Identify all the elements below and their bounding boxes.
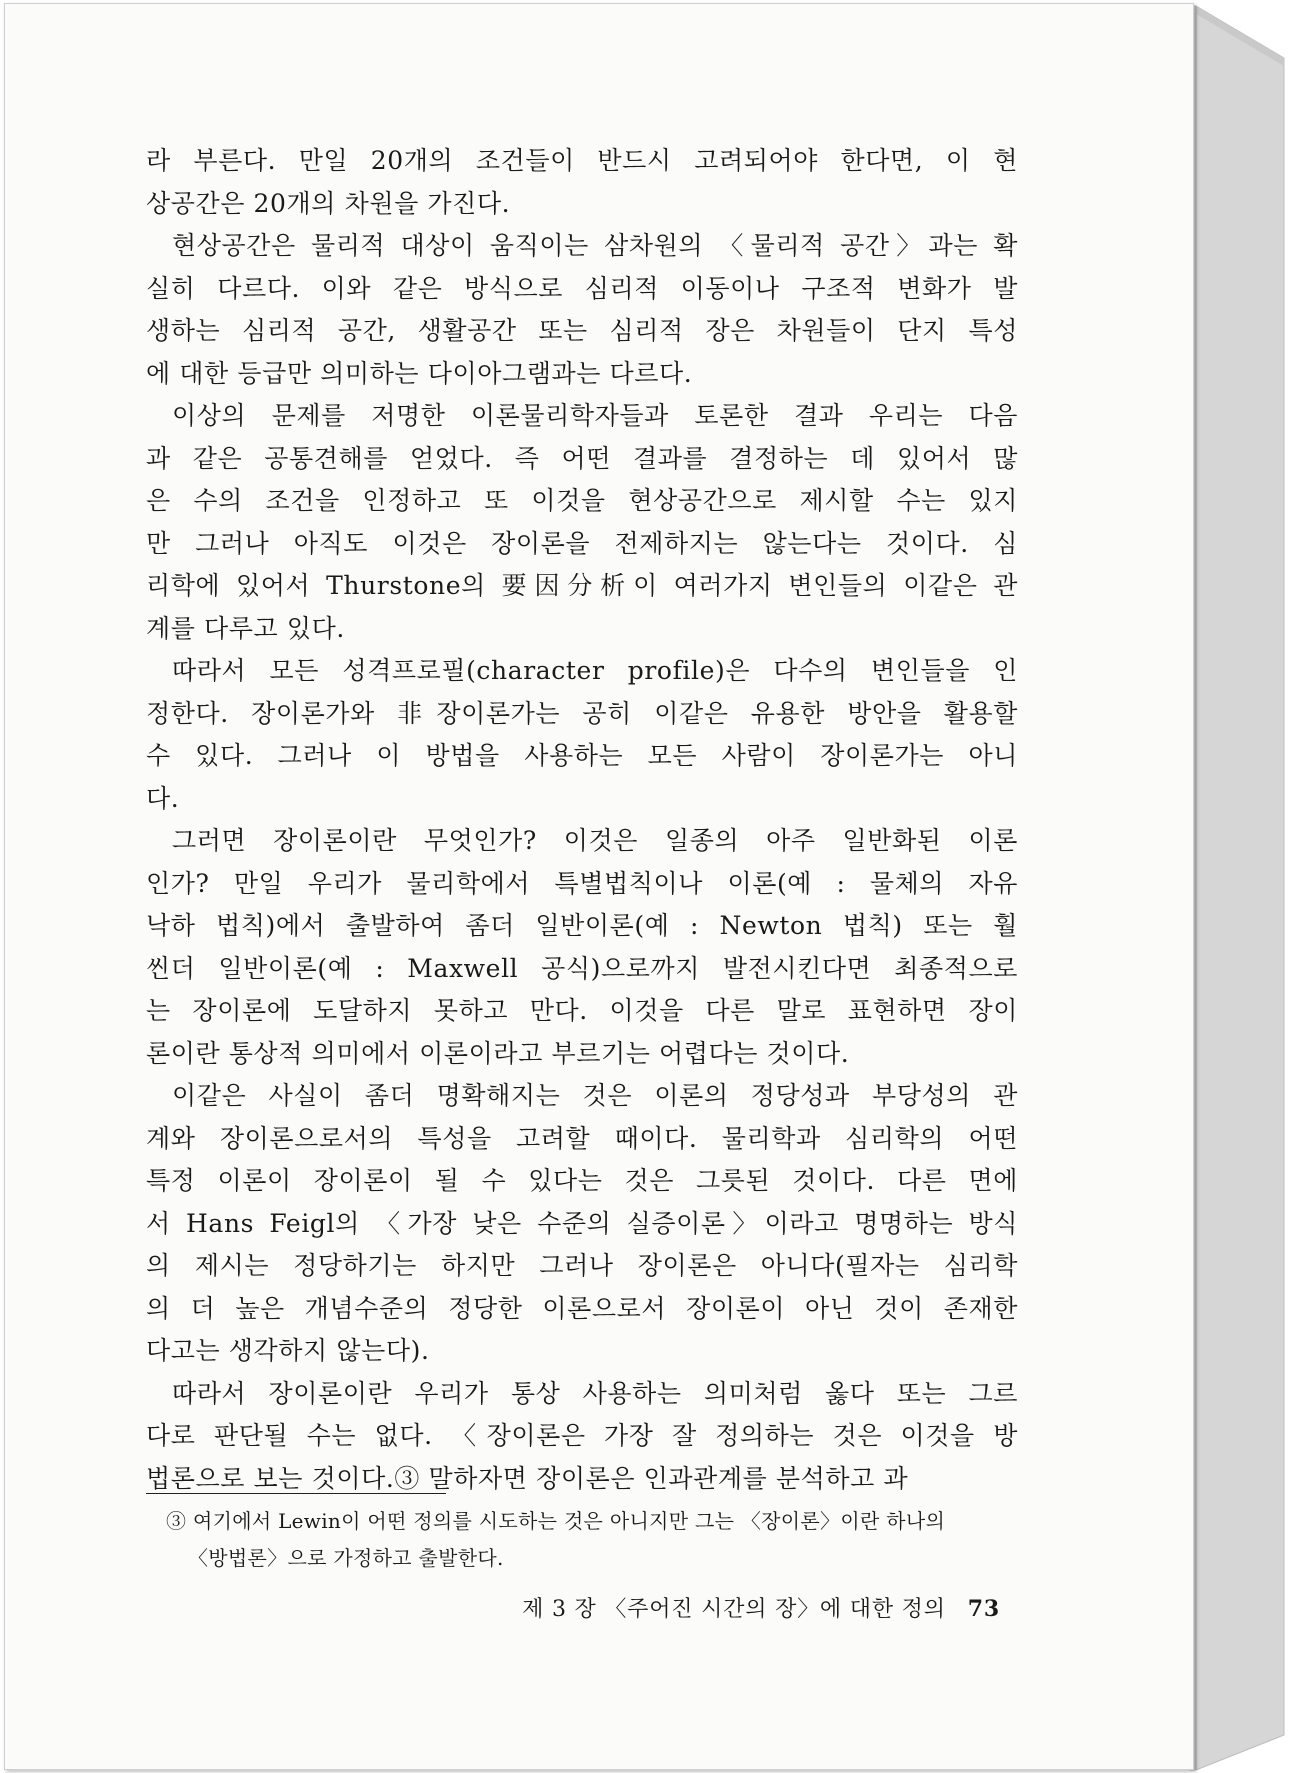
page-number: 73 bbox=[967, 1596, 1000, 1622]
text-line: 라 부른다. 만일 20개의 조건들이 반드시 고려되어야 한다면, 이 현 bbox=[146, 146, 1018, 175]
text-line: 실히 다르다. 이와 같은 방식으로 심리적 이동이나 구조적 변화가 발 bbox=[146, 273, 1018, 303]
text-line: 씬더 일반이론(예 : Maxwell 공식)으로까지 발전시킨다면 최종적으로 bbox=[146, 953, 1018, 983]
text-line: 리학에 있어서 Thurstone의 要因分析이 여러가지 변인들의 이같은 관 bbox=[146, 571, 1018, 600]
text-line: 현상공간은 물리적 대상이 움직이는 삼차원의 〈물리적 공간〉과는 확 bbox=[172, 231, 1018, 260]
text-line: 론이란 통상적 의미에서 이론이라고 부르기는 어렵다는 것이다. bbox=[146, 1038, 850, 1068]
text-line: 상공간은 20개의 차원을 가진다. bbox=[146, 188, 511, 218]
text-line: 정한다. 장이론가와 非장이론가는 공히 이같은 유용한 방안을 활용할 bbox=[146, 698, 1018, 728]
text-line: 의 더 높은 개념수준의 정당한 이론으로서 장이론이 아닌 것이 존재한 bbox=[146, 1293, 1018, 1323]
text-line: 과 같은 공통견해를 얻었다. 즉 어떤 결과를 결정하는 데 있어서 많 bbox=[146, 443, 1018, 473]
paragraph bbox=[146, 1075, 1018, 1373]
text-line: 법론으로 보는 것이다.③ 말하자면 장이론은 인과관계를 분석하고 과 bbox=[146, 1463, 909, 1493]
text-line: 은 수의 조건을 인정하고 또 이것을 현상공간으로 제시할 수는 있지 bbox=[146, 486, 1018, 515]
text-line: 이같은 사실이 좀더 명확해지는 것은 이론의 정당성과 부당성의 관 bbox=[172, 1081, 1018, 1110]
text-line: 의 제시는 정당하기는 하지만 그러나 장이론은 아니다(필자는 심리학 bbox=[146, 1251, 1018, 1280]
chapter-title: 제 3 장 〈주어진 시간의 장〉에 대한 정의 bbox=[522, 1597, 946, 1622]
paragraph bbox=[146, 140, 1018, 225]
text-line: 따라서 장이론이란 우리가 통상 사용하는 의미처럼 옳다 또는 그르 bbox=[172, 1378, 1018, 1408]
footnote-divider bbox=[146, 1493, 446, 1494]
text-line: 이상의 문제를 저명한 이론물리학자들과 토론한 결과 우리는 다음 bbox=[172, 401, 1018, 430]
paragraph bbox=[146, 225, 1018, 395]
text-line: 에 대한 등급만 의미하는 다이아그램과는 다르다. bbox=[146, 358, 693, 388]
text-line: 인가? 만일 우리가 물리학에서 특별법칙이나 이론(예 : 물체의 자유 bbox=[146, 868, 1018, 898]
text-line: 다로 판단될 수는 없다. 〈장이론은 가장 잘 정의하는 것은 이것을 방 bbox=[146, 1421, 1018, 1450]
paragraph bbox=[146, 395, 1018, 650]
text-line: 수 있다. 그러나 이 방법을 사용하는 모든 사람이 장이론가는 아니 bbox=[146, 741, 1018, 770]
paragraph bbox=[146, 650, 1018, 820]
text-line: 따라서 모든 성격프로필(character profile)은 다수의 변인들을 인 bbox=[172, 656, 1018, 685]
page-body-text bbox=[146, 140, 1018, 1500]
text-line: 서 Hans Feigl의 〈가장 낮은 수준의 실증이론〉이라고 명명하는 방식 bbox=[146, 1208, 1018, 1238]
text-line: 생하는 심리적 공간, 생활공간 또는 심리적 장은 차원들이 단지 특성 bbox=[146, 316, 1018, 345]
running-footer bbox=[470, 1592, 1000, 1623]
text-line: 그러면 장이론이란 무엇인가? 이것은 일종의 아주 일반화된 이론 bbox=[172, 826, 1018, 855]
text-line: 다. bbox=[146, 783, 180, 813]
footnote-line: ③ 여기에서 Lewin이 어떤 정의를 시도하는 것은 아니지만 그는 〈장이론〉이란 하나의 bbox=[166, 1509, 946, 1533]
text-line: 만 그러나 아직도 이것은 장이론을 전제하지는 않는다는 것이다. 심 bbox=[146, 528, 1018, 558]
footnote-line: 〈방법론〉으로 가정하고 출발한다. bbox=[188, 1546, 504, 1570]
footnote bbox=[166, 1503, 1018, 1577]
text-line: 다고는 생각하지 않는다). bbox=[146, 1336, 430, 1365]
text-line: 계를 다루고 있다. bbox=[146, 613, 345, 643]
text-line: 특정 이론이 장이론이 될 수 있다는 것은 그릇된 것이다. 다른 면에 bbox=[146, 1166, 1018, 1195]
text-line: 계와 장이론으로서의 특성을 고려할 때이다. 물리학과 심리학의 어떤 bbox=[146, 1123, 1018, 1153]
text-line: 는 장이론에 도달하지 못하고 만다. 이것을 다른 말로 표현하면 장이 bbox=[146, 996, 1018, 1025]
paragraph bbox=[146, 1373, 1018, 1501]
paragraph bbox=[146, 820, 1018, 1075]
text-line: 낙하 법칙)에서 출발하여 좀더 일반이론(예 : Newton 법칙) 또는 훨 bbox=[146, 911, 1018, 940]
